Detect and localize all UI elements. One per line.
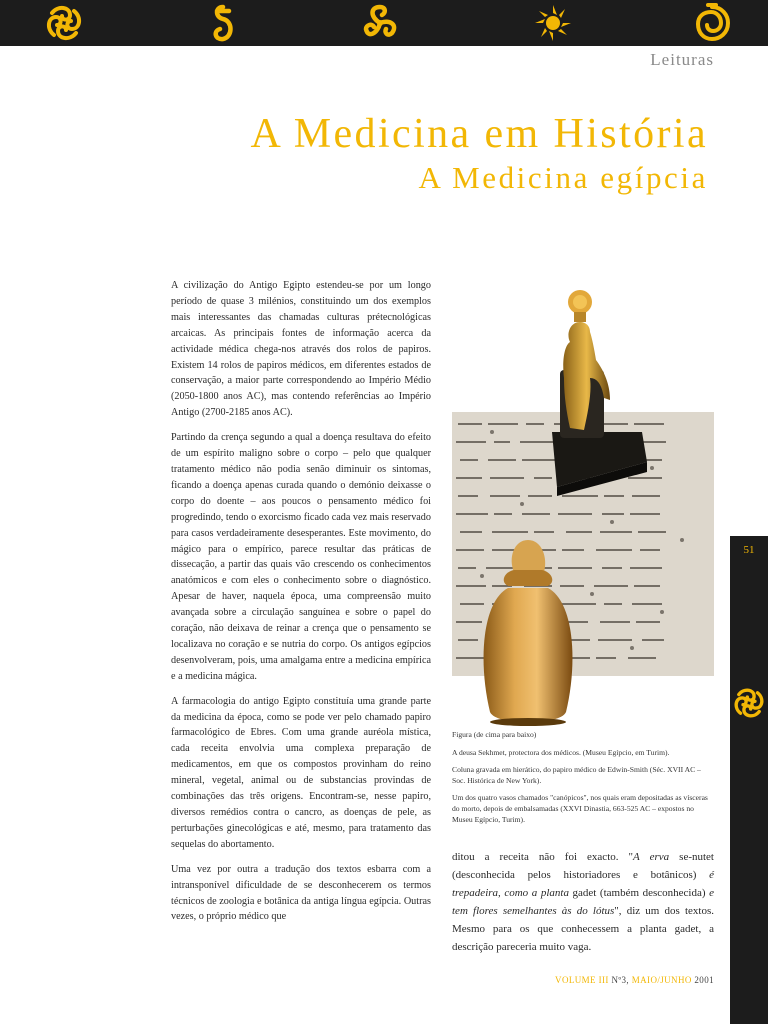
page-number: 51: [743, 544, 755, 556]
figure-captions: [452, 730, 716, 832]
figure-caption: Coluna gravada em hierático, do papiro médico de Edwin-Smith (Séc. XVII AC – Soc. Histórica de New York).: [452, 765, 701, 785]
italic-run: é trepadeira, como a planta: [452, 869, 714, 899]
text-run: ", diz um dos textos. Mesmo para os que conhecessem a planta gadet, a descrição pareceria muito vaga.: [452, 905, 714, 953]
footer-date: MAIO/JUNHO: [631, 975, 692, 985]
paragraph: Partindo da crença segundo a qual a doença resultava do efeito de um espírito maligno sobre o corpo – pelo que qualquer tratamento médico não podia senão diminuir os sintomas, ficando a doença apenas curada quando o demónio deixasse o corpo do doente – aos poucos o pensamento médico foi progredindo, tendo o exorcismo ficado cada vez mais reservado para casos verdadeiramente desesperantes. Este movimento, do mágico para o empírico, parece resultar das práticas de dissecação, a partir das quais vão crescendo os conhecimentos anatómicos e com eles o conhecimento sobre o diagnóstico. Apesar de haver, naquela época, uma compreensão muito avançada sobre a circulação sanguínea e sobre o papel do coração, não deixava de reinar a crença que o pensamento se localizava no coração e se nutria do corpo. Os antigos egípcios desenvolveram, pois, uma amalgama entre a medicina empírica e a medicina mágica.: [171, 432, 431, 682]
swirl-glyph-icon: [732, 686, 766, 720]
italic-run: e tem flores semelhantes às do lótus: [452, 887, 714, 917]
section-label: Leituras: [650, 50, 714, 69]
footer-issue-info: [555, 975, 714, 985]
text-run: ditou a receita não foi exacto. ": [452, 851, 634, 863]
paragraph: A civilização do Antigo Egipto estendeu-se por um longo período de quase 3 milénios, constituindo um dos exemplos mais interessantes das chamadas culturas prétecnológicas arcaicas. As principais fontes de informação acerca da actividade médica chega-nos através dos rolos de papiros. Existem 14 rolos de papiros médicos, em diferentes estados de conservação, a maior parte correspondendo ao Império Médio (2050-1800 anos AC), mas contendo referências ao Império Antigo (2700-2185 anos AC).: [171, 280, 431, 419]
spiral-glyph-icon: [692, 3, 732, 43]
top-decorative-bar: [0, 0, 768, 46]
footer-year: 2001: [691, 975, 714, 985]
text-run: se-nutet (desconhecida pelos historiadores e botânicos): [452, 851, 714, 881]
right-text-column: [452, 848, 714, 956]
figure-collage: [452, 282, 714, 726]
italic-run: A erva: [633, 851, 670, 863]
figure-caption: A deusa Sekhmet, protectora dos médicos. (Museu Egípcio, em Turim).: [452, 747, 670, 757]
footer-volume: VOLUME III: [555, 975, 609, 985]
left-text-column: [171, 278, 431, 934]
text-run: gadet (também desconhecida): [568, 887, 710, 899]
swirl-glyph-icon: [44, 3, 84, 43]
sun-glyph-icon: [533, 3, 573, 43]
paragraph: Uma vez por outra a tradução dos textos esbarra com a intransponível dificuldade de se desconhecerem os termos técnicos de zoologia e botânica da antiga língua egípcia. Outras vezes, o próprio médico que: [171, 863, 431, 923]
paragraph: [452, 848, 714, 956]
paragraph: A farmacologia do antigo Egipto constituía uma grande parte da medicina da época, como se pode ver pelo chamado papiro farmacológico de Ebres. Com uma grande auréola mística, cada receita envolvia uma complexa preparação de medicamentos, em que os compostos provinham do reino mineral, vegetal, animal ou de substancias provindas de combinações das três origens. Encontram-se, nesse papiro, diversos remédios contra o cancro, as doenças de pele, as perturbações ginecológicas e até, mesmo, para tratamento das sequelas do abortamento.: [171, 695, 431, 850]
article-title: A Medicina em História: [250, 111, 708, 157]
article-subtitle: A Medicina egípcia: [418, 160, 708, 195]
loop-glyph-icon: [203, 3, 243, 43]
triskele-glyph-icon: [360, 3, 400, 43]
right-sidebar-bar: [730, 536, 768, 1024]
footer-number: Nº3,: [608, 975, 632, 985]
figure-caption: Figura (de cima para baixo): [452, 730, 537, 739]
figure-caption: Um dos quatro vasos chamados "canópicos", nos quais eram depositadas as vísceras do morto, depois de embalsamadas (XXVI Dinastia, 663-525 AC – expostos no Museu Egípcio, Turim).: [452, 793, 708, 824]
sekhmet-statue-image: [552, 290, 647, 496]
